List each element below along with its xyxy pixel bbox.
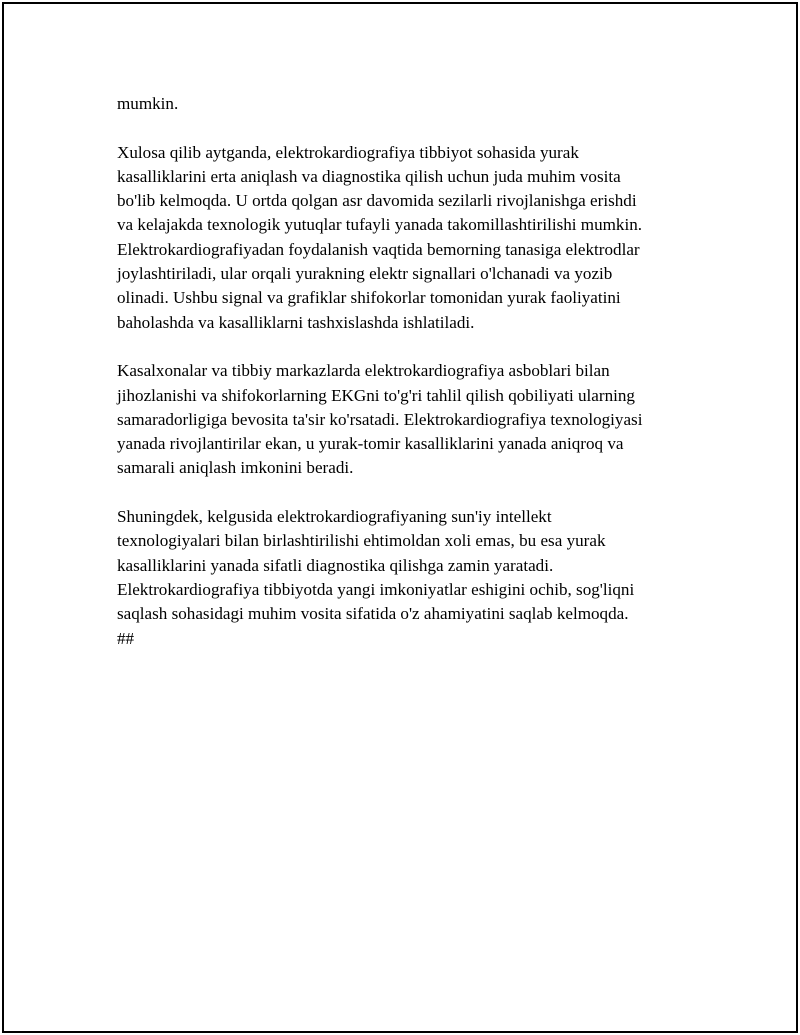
document-body (117, 92, 683, 675)
paragraph-hospitals: Kasalxonalar va tibbiy markazlarda elektrokardiografiya asboblari bilan jihozlanishi va shifokorlarning EKGni to'g'ri tahlil qilish qobiliyati ularning samaradorligiga bevosita ta'sir ko'rsatadi. Elektrokardiografiya texnologiyasi yanada rivojlantirilar ekan, u yurak-tomir kasalliklarini yanada aniqroq va samarali aniqlash imkonini beradi. (117, 361, 643, 478)
paragraph-continuation: mumkin. (117, 94, 179, 113)
paragraph-future: Shuningdek, kelgusida elektrokardiografiyaning sun'iy intellekt texnologiyalari bilan birlashtirilishi ehtimoldan xoli emas, bu esa yurak kasalliklarini yanada sifatli diagnostika qilishga zamin yaratadi. Elektrokardiografiya tibbiyotda yangi imkoniyatlar eshigini ochib, sog'liqni saqlash sohasidagi muhim vosita sifatida o'z ahamiyatini saqlab kelmoqda. ## (117, 507, 635, 648)
paragraph-conclusion: Xulosa qilib aytganda, elektrokardiografiya tibbiyot sohasida yurak kasalliklarini erta aniqlash va diagnostika qilish uchun juda muhim vosita bo'lib kelmoqda. U ortda qolgan asr davomida sezilarli rivojlanishga erishdi va kelajakda texnologik yutuqlar tufayli yanada takomillashtirilishi mumkin. Elektrokardiografiyadan foydalanish vaqtida bemorning tanasiga elektrodlar joylashtiriladi, ular orqali yurakning elektr signallari o'lchanadi va yozib olinadi. Ushbu signal va grafiklar shifokorlar tomonidan yurak faoliyatini baholashda va kasalliklarni tashxislashda ishlatiladi. (117, 142, 643, 332)
